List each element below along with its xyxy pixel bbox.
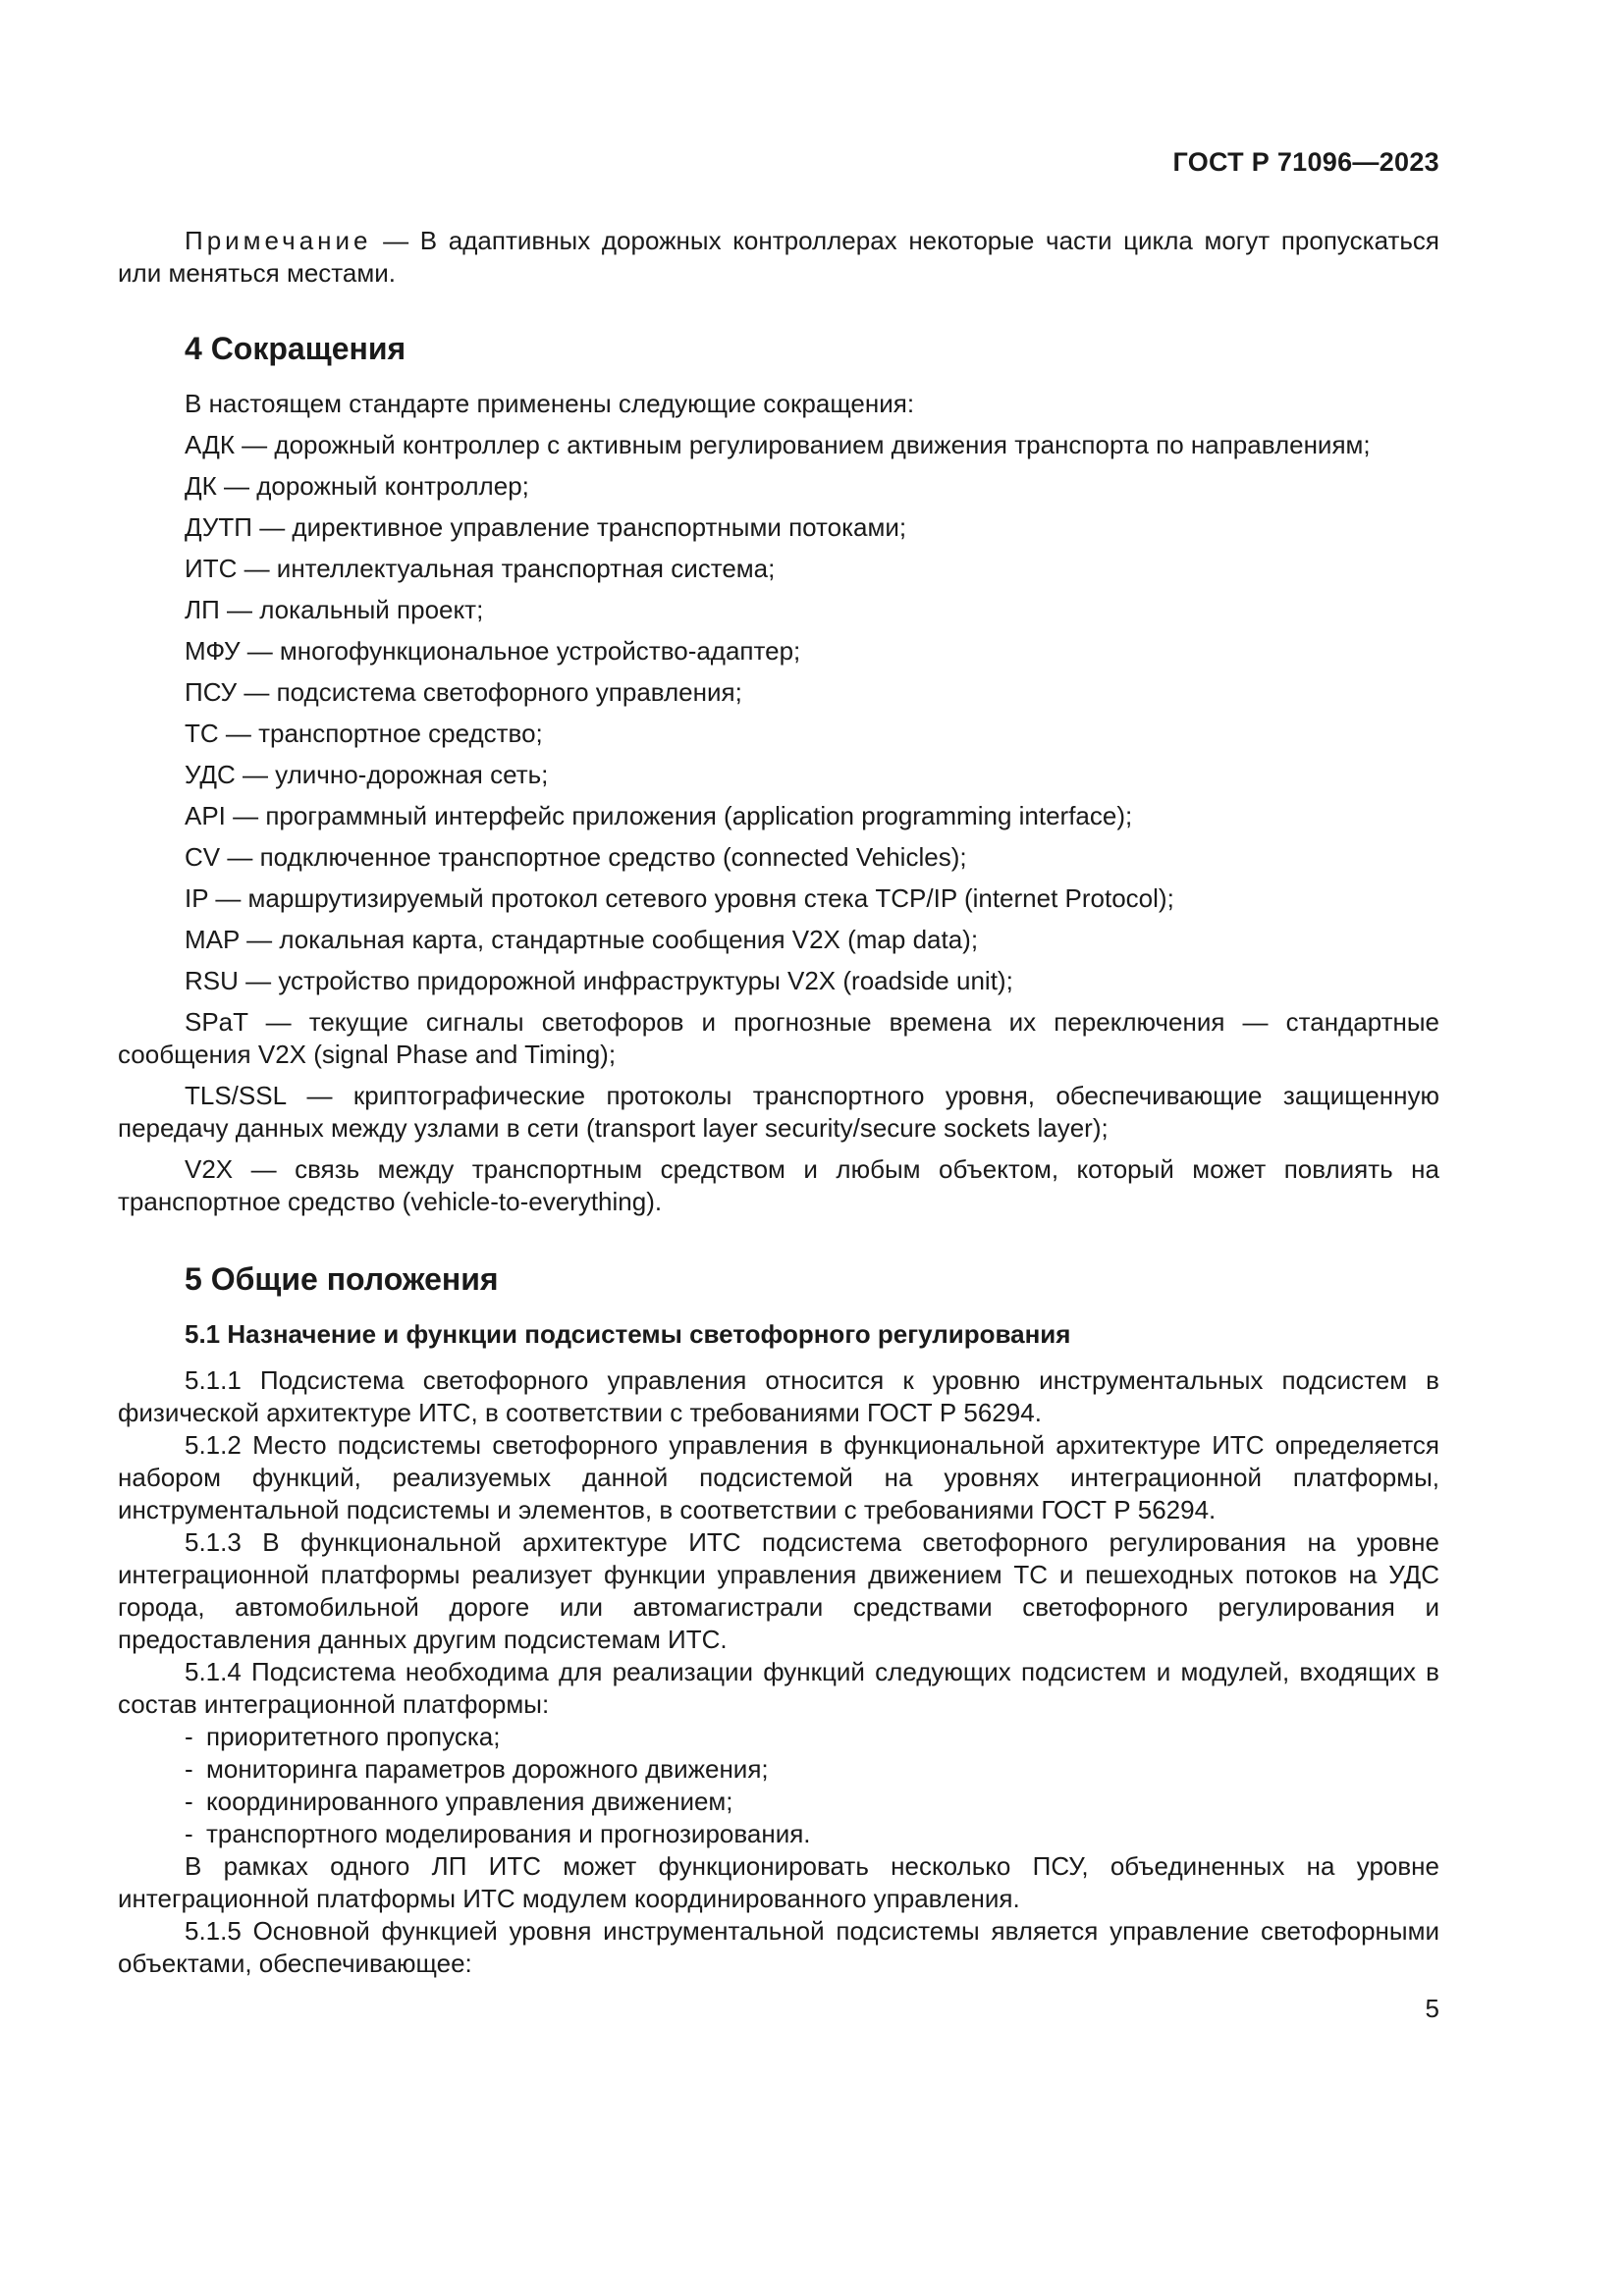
paragraph-5-1-3: 5.1.3 В функциональной архитектуре ИТС подсистема светофорного регулирования на уровне интеграционной платформы реализует функции управления движением ТС и пешеходных потоков на УДС города, автомобильной дороге или автомагистрали средствами светофорного регулирования и предоставления данных другим подсистемам ИТС. (118, 1527, 1439, 1654)
section-5-title: 5 Общие положения (185, 1261, 499, 1297)
bullet-dash: - (185, 1754, 193, 1784)
abbreviation-item: ИТС — интеллектуальная транспортная система; (185, 554, 776, 583)
bullet-item (118, 1818, 1439, 1850)
bullet-item (118, 1786, 1439, 1818)
abbreviation-item: МФУ — многофункциональное устройство-адаптер; (185, 636, 801, 666)
page-number: 5 (1425, 1994, 1439, 2023)
bullet-text: приоритетного пропуска; (206, 1722, 501, 1751)
bullet-dash: - (185, 1787, 193, 1816)
document-body (118, 225, 1439, 1980)
note-paragraph (118, 225, 1439, 290)
paragraph-5-1-1: 5.1.1 Подсистема светофорного управления относится к уровню инструментальных подсистем в физической архитектуре ИТС, в соответствии с требованиями ГОСТ Р 56294. (118, 1365, 1439, 1427)
bullet-text: мониторинга параметров дорожного движения; (206, 1754, 769, 1784)
bullet-dash: - (185, 1722, 193, 1751)
abbreviation-item: MAP — локальная карта, стандартные сообщения V2X (map data); (185, 925, 979, 954)
abbreviation-item: RSU — устройство придорожной инфраструктуры V2X (roadside unit); (185, 966, 1013, 995)
paragraph-5-1-4-continued: В рамках одного ЛП ИТС может функционировать несколько ПСУ, объединенных на уровне интеграционной платформы ИТС модулем координированного управления. (118, 1851, 1439, 1913)
function-bullet-list (118, 1721, 1439, 1850)
bullet-item (118, 1721, 1439, 1753)
bullet-dash: - (185, 1819, 193, 1848)
abbreviation-item: ДК — дорожный контроллер; (185, 471, 529, 501)
section-4-title: 4 Сокращения (185, 331, 406, 366)
abbreviation-item: УДС — улично-дорожная сеть; (185, 760, 549, 789)
bullet-item (118, 1753, 1439, 1786)
abbreviation-item: API — программный интерфейс приложения (application programming interface); (185, 801, 1133, 830)
note-text: — В адаптивных дорожных контроллерах некоторые части цикла могут пропускаться или меняться местами. (118, 226, 1439, 288)
abbreviation-item: CV — подключенное транспортное средство (connected Vehicles); (185, 842, 967, 872)
abbreviation-item: ПСУ — подсистема светофорного управления; (185, 677, 742, 707)
paragraph-5-1-5: 5.1.5 Основной функцией уровня инструментальной подсистемы является управление светофорными объектами, обеспечивающее: (118, 1916, 1439, 1978)
subsection-5-1-title: 5.1 Назначение и функции подсистемы светофорного регулирования (185, 1319, 1071, 1349)
standard-id: ГОСТ Р 71096—2023 (1172, 147, 1439, 177)
abbreviation-list (118, 388, 1439, 1218)
abbreviation-item: ДУТП — директивное управление транспортными потоками; (185, 512, 907, 542)
paragraph-5-1-4: 5.1.4 Подсистема необходима для реализации функций следующих подсистем и модулей, входящих в состав интеграционной платформы: (118, 1657, 1439, 1719)
abbreviation-item: TLS/SSL — криптографические протоколы транспортного уровня, обеспечивающие защищенную передачу данных между узлами в сети (transport layer security/secure sockets layer); (118, 1081, 1439, 1143)
abbreviation-item: АДК — дорожный контроллер с активным регулированием движения транспорта по направлениям; (185, 430, 1371, 459)
abbreviation-item: ЛП — локальный проект; (185, 595, 484, 624)
abbreviation-item: V2X — связь между транспортным средством и любым объектом, который может повлиять на транспортное средство (vehicle-to-everything). (118, 1154, 1439, 1216)
abbreviation-item: IP — маршрутизируемый протокол сетевого уровня стека TCP/IP (internet Protocol); (185, 883, 1174, 913)
abbreviations-intro: В настоящем стандарте применены следующие сокращения: (185, 389, 915, 418)
paragraph-5-1-2: 5.1.2 Место подсистемы светофорного управления в функциональной архитектуре ИТС определяется набором функций, реализуемых данной подсистемой на уровнях интеграционной платформы, инструментальной подсистемы и элементов, в соответствии с требованиями ГОСТ Р 56294. (118, 1430, 1439, 1524)
note-label: Примечание (185, 226, 372, 255)
bullet-text: транспортного моделирования и прогнозирования. (206, 1819, 811, 1848)
abbreviation-item: SPaT — текущие сигналы светофоров и прогнозные времена их переключения — стандартные сообщения V2X (signal Phase and Timing); (118, 1007, 1439, 1069)
bullet-text: координированного управления движением; (206, 1787, 733, 1816)
abbreviation-item: ТС — транспортное средство; (185, 719, 543, 748)
